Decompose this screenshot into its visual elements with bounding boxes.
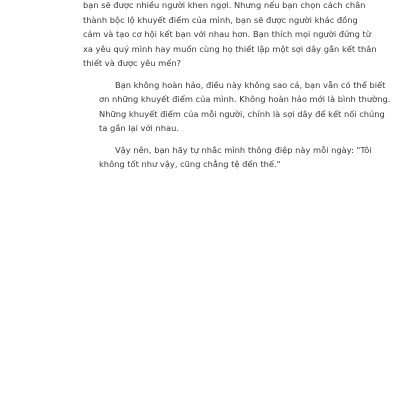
- body-text: [83, 0, 391, 179]
- text-line: bạn sẽ được nhiều người khen ngợi. Nhưng nếu bạn chọn cách chân: [83, 0, 366, 10]
- text-line: không tốt như vậy, cũng chẳng tệ đến thế.": [99, 159, 281, 169]
- paragraph-2: [83, 78, 391, 136]
- text-line: cảm và tạo cơ hội kết bạn với nhau hơn. Bạn thích mọi người đứng từ: [83, 29, 371, 39]
- text-line: ơn những khuyết điểm của mình. Không hoàn hảo mới là bình thường.: [99, 94, 391, 104]
- text-line: xa yêu quý mình hay muốn cùng họ thiết lập một sợi dây gắn kết thân: [83, 43, 377, 54]
- text-line: Những khuyết điểm của mỗi người, chính là sợi dây để kết nối chúng: [99, 108, 385, 119]
- text-line: thiết và được yêu mến?: [83, 58, 182, 68]
- text-line: Bạn không hoàn hảo, điều này không sao cả, bạn vẫn có thể biết: [115, 79, 386, 90]
- text-line: thành bộc lộ khuyết điểm của mình, bạn sẽ được người khác đồng: [83, 14, 358, 25]
- text-line: ta gần lại với nhau.: [99, 123, 179, 133]
- paragraph-3: [83, 143, 372, 172]
- text-line: Vậy nên, bạn hãy tự nhắc mình thông điệp này mỗi ngày: "Tôi: [115, 144, 372, 155]
- paragraph-1: [83, 0, 377, 71]
